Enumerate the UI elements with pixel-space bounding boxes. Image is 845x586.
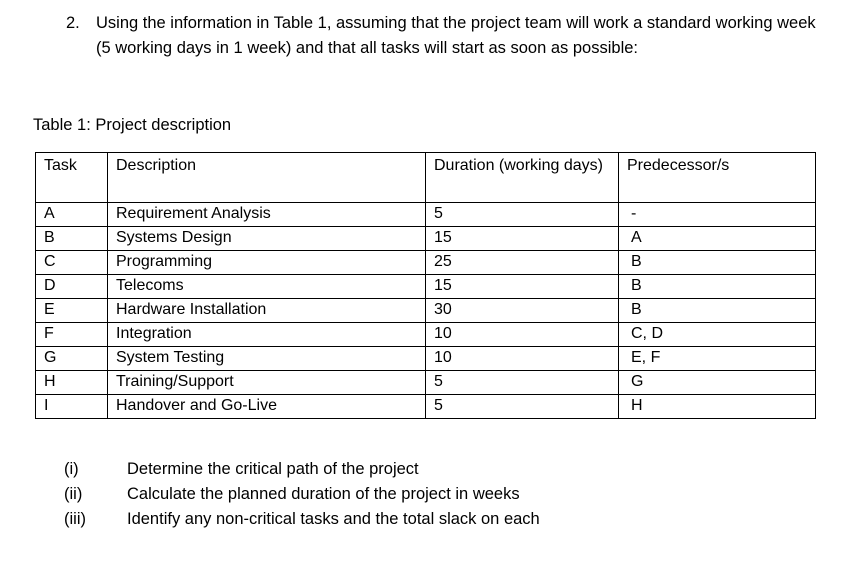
cell-description: Training/Support (108, 371, 426, 395)
subquestion-text: Identify any non-critical tasks and the total slack on each (127, 510, 540, 528)
table-row (36, 251, 816, 275)
project-table (35, 152, 816, 419)
cell-task: B (36, 227, 108, 251)
cell-task: D (36, 275, 108, 299)
subquestion-marker: (iii) (64, 510, 86, 528)
cell-task: G (36, 347, 108, 371)
table-row (36, 275, 816, 299)
cell-task: H (36, 371, 108, 395)
table-row (36, 203, 816, 227)
cell-description: Systems Design (108, 227, 426, 251)
cell-task: A (36, 203, 108, 227)
cell-duration: 10 (426, 323, 619, 347)
cell-predecessor: - (619, 203, 816, 227)
cell-description: Integration (108, 323, 426, 347)
header-description: Description (108, 153, 426, 203)
cell-predecessor: C, D (619, 323, 816, 347)
cell-task: I (36, 395, 108, 419)
cell-predecessor: A (619, 227, 816, 251)
cell-predecessor: H (619, 395, 816, 419)
cell-description: Telecoms (108, 275, 426, 299)
question-text: Using the information in Table 1, assuming that the project team will work a standard working week (5 working days in 1 week) and that all tasks will start as soon as possible: (96, 14, 816, 57)
cell-duration: 25 (426, 251, 619, 275)
cell-duration: 5 (426, 371, 619, 395)
cell-duration: 15 (426, 227, 619, 251)
table-row (36, 395, 816, 419)
cell-description: System Testing (108, 347, 426, 371)
cell-duration: 30 (426, 299, 619, 323)
subquestion-marker: (i) (64, 460, 79, 478)
cell-task: C (36, 251, 108, 275)
cell-task: F (36, 323, 108, 347)
cell-predecessor: B (619, 251, 816, 275)
subquestion-text: Determine the critical path of the project (127, 460, 419, 478)
cell-duration: 5 (426, 395, 619, 419)
table-row (36, 227, 816, 251)
cell-duration: 10 (426, 347, 619, 371)
subquestion-marker: (ii) (64, 485, 83, 503)
cell-task: E (36, 299, 108, 323)
subquestion-text: Calculate the planned duration of the project in weeks (127, 485, 520, 503)
cell-description: Requirement Analysis (108, 203, 426, 227)
cell-duration: 15 (426, 275, 619, 299)
cell-description: Hardware Installation (108, 299, 426, 323)
cell-predecessor: G (619, 371, 816, 395)
cell-description: Programming (108, 251, 426, 275)
cell-predecessor: E, F (619, 347, 816, 371)
table-header-row (36, 153, 816, 203)
table-row (36, 371, 816, 395)
cell-predecessor: B (619, 299, 816, 323)
header-predecessor: Predecessor/s (619, 153, 816, 203)
table-row (36, 323, 816, 347)
table-caption: Table 1: Project description (33, 116, 232, 134)
header-duration: Duration (working days) (426, 153, 619, 203)
cell-description: Handover and Go-Live (108, 395, 426, 419)
cell-predecessor: B (619, 275, 816, 299)
header-task: Task (36, 153, 108, 203)
cell-duration: 5 (426, 203, 619, 227)
table-row (36, 347, 816, 371)
question-number: 2. (66, 14, 80, 32)
table-row (36, 299, 816, 323)
